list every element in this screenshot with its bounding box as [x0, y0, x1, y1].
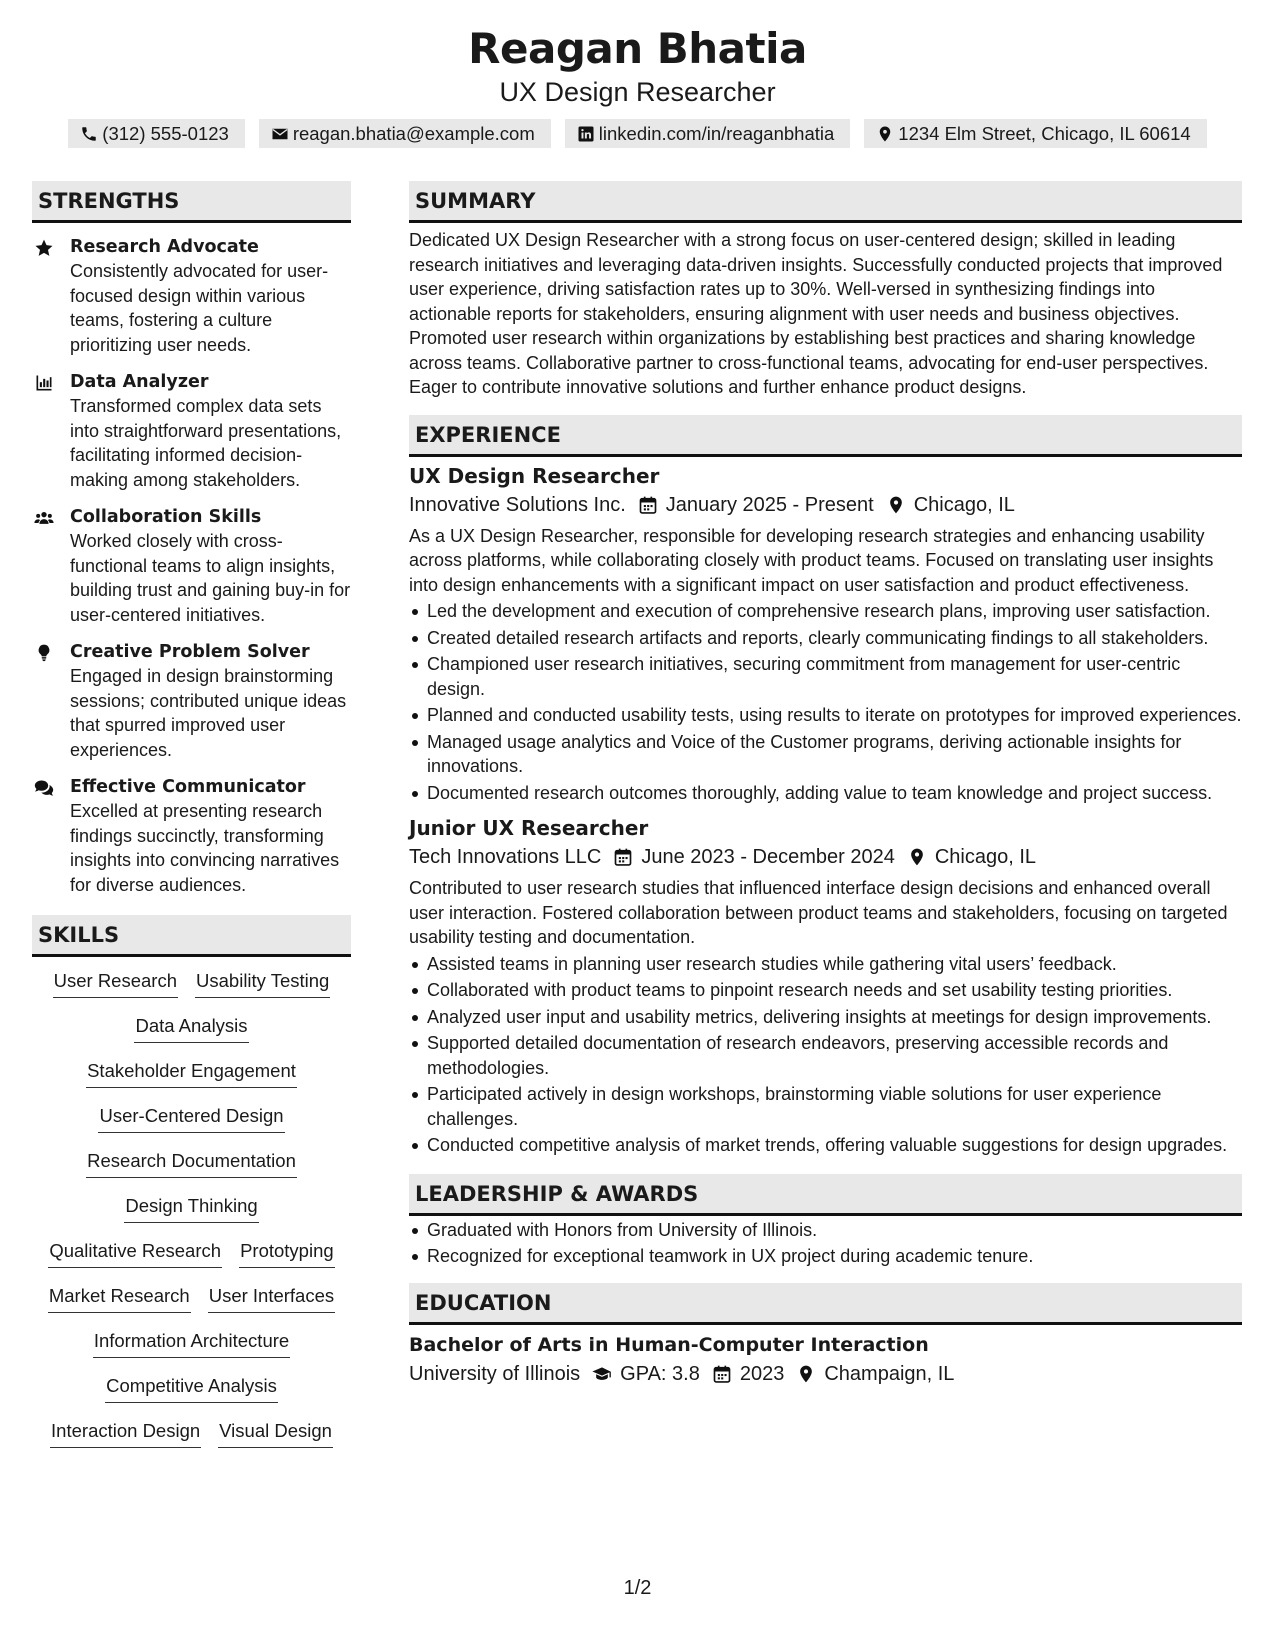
strength-description: Engaged in design brainstorming sessions; contributed unique ideas that spurred improved user experiences. — [70, 666, 347, 760]
bullet-item: Assisted teams in planning user research studies while gathering vital users’ feedback. — [409, 952, 1242, 977]
skills-row — [32, 1149, 351, 1194]
bullet-item: Recognized for exceptional teamwork in UX project during academic tenure. — [409, 1244, 1242, 1269]
left-column — [32, 181, 351, 1464]
skill-tag: Usability Testing — [195, 969, 330, 998]
bullet-item: Graduated with Honors from University of Illinois. — [409, 1218, 1242, 1243]
skills-heading: SKILLS — [32, 915, 351, 957]
contact-address-text: 1234 Elm Street, Chicago, IL 60614 — [898, 123, 1191, 144]
skill-tag: Prototyping — [239, 1239, 335, 1268]
contact-email-text: reagan.bhatia@example.com — [292, 123, 535, 144]
job-company: Tech Innovations LLC — [409, 846, 602, 868]
strength-description: Transformed complex data sets into straightforward presentations, facilitating informed decision-making among stakeholders. — [70, 396, 342, 490]
users-icon — [34, 508, 54, 528]
map-pin-icon — [796, 1364, 816, 1384]
linkedin-icon — [577, 125, 595, 143]
graduation-year: 2023 — [739, 1362, 785, 1385]
candidate-name: Reagan Bhatia — [468, 24, 807, 73]
strength-title: Creative Problem Solver — [70, 642, 310, 662]
job-description: As a UX Design Researcher, responsible for developing research strategies and enhancing usability across platforms, while collaborating closely with product teams. Focused on translating user insights into design enhancements with a significant impact on user satisfaction and product effectiveness. — [409, 525, 1214, 595]
bullet-item: Planned and conducted usability tests, using results to iterate on prototypes for improved experiences. — [409, 703, 1242, 728]
skill-tag: Data Analysis — [134, 1014, 248, 1043]
bullet-item: Collaborated with product teams to pinpoint research needs and set usability testing priorities. — [409, 978, 1242, 1003]
bullet-item: Managed usage analytics and Voice of the Customer programs, deriving actionable insights for innovations. — [409, 730, 1242, 779]
strength-title: Research Advocate — [70, 237, 259, 257]
map-pin-icon — [876, 125, 894, 143]
skills-row — [32, 1239, 351, 1284]
job-entry — [409, 463, 1242, 806]
leadership-list — [409, 1218, 1242, 1269]
job-meta — [409, 842, 1242, 872]
page-number: 1/2 — [623, 1577, 652, 1599]
strengths-list — [32, 235, 351, 897]
bullet-item: Created detailed research artifacts and reports, clearly communicating findings to all stakeholders. — [409, 626, 1242, 651]
strength-description: Consistently advocated for user-focused design within various teams, fostering a culture prioritizing user needs. — [70, 261, 329, 355]
resume-header — [0, 0, 1275, 148]
skill-tag: Interaction Design — [50, 1419, 201, 1448]
chart-bar-icon — [34, 373, 54, 393]
strength-item — [32, 640, 351, 762]
job-dates: January 2025 - Present — [665, 493, 874, 516]
contact-address[interactable] — [864, 119, 1206, 148]
skill-tag: Information Architecture — [93, 1329, 290, 1358]
skill-tag: User Research — [53, 969, 178, 998]
job-title: Junior UX Researcher — [409, 816, 649, 840]
strength-description: Worked closely with cross-functional teams to align insights, building trust and gaining buy-in for user-centered initiatives. — [70, 531, 351, 625]
bullet-item: Documented research outcomes thoroughly, adding value to team knowledge and project success. — [409, 781, 1242, 806]
contact-phone[interactable] — [68, 119, 245, 148]
skill-tag: User-Centered Design — [98, 1104, 284, 1133]
skills-row — [32, 1329, 351, 1374]
graduation-cap-icon — [592, 1364, 612, 1384]
phone-icon — [80, 125, 98, 143]
skills-row — [32, 1104, 351, 1149]
strength-title: Effective Communicator — [70, 777, 306, 797]
contact-phone-text: (312) 555-0123 — [102, 123, 229, 144]
skills-row — [32, 1419, 351, 1464]
bullet-item: Conducted competitive analysis of market trends, offering valuable suggestions for design upgrades. — [409, 1133, 1242, 1158]
comments-icon — [34, 778, 54, 798]
strength-item — [32, 235, 351, 357]
experience-heading: EXPERIENCE — [409, 415, 1242, 457]
summary-heading: SUMMARY — [409, 181, 1242, 223]
job-bullets — [409, 952, 1242, 1158]
job-meta — [409, 490, 1242, 520]
contact-email[interactable] — [259, 119, 551, 148]
strength-item — [32, 370, 351, 492]
strength-description: Excelled at presenting research findings succinctly, transforming insights into convincing narratives for diverse audiences. — [70, 801, 340, 895]
calendar-icon — [638, 495, 658, 515]
job-dates: June 2023 - December 2024 — [641, 846, 895, 868]
calendar-icon — [613, 847, 633, 867]
strength-item — [32, 505, 351, 627]
skill-tag: Market Research — [48, 1284, 191, 1313]
bullet-item: Led the development and execution of comprehensive research plans, improving user satisfaction. — [409, 599, 1242, 624]
envelope-icon — [271, 125, 289, 143]
skill-tag: Design Thinking — [124, 1194, 258, 1223]
contact-linkedin-text: linkedin.com/in/reaganbhatia — [598, 123, 835, 144]
map-pin-icon — [907, 847, 927, 867]
skills-row — [32, 1059, 351, 1104]
skills-row — [32, 1284, 351, 1329]
skills-list — [32, 969, 351, 1464]
skill-tag: Visual Design — [218, 1419, 333, 1448]
skill-tag: Competitive Analysis — [105, 1374, 278, 1403]
bullet-item: Participated actively in design workshops, brainstorming viable solutions for user experience challenges. — [409, 1082, 1242, 1131]
leadership-heading: LEADERSHIP & AWARDS — [409, 1174, 1242, 1216]
candidate-role: UX Design Researcher — [499, 77, 776, 107]
job-bullets — [409, 599, 1242, 805]
right-column — [409, 181, 1242, 1389]
education-heading: EDUCATION — [409, 1283, 1242, 1325]
skills-row — [32, 1014, 351, 1059]
bullet-item: Supported detailed documentation of research endeavors, preserving accessible records and methodologies. — [409, 1031, 1242, 1080]
job-entry — [409, 815, 1242, 1158]
job-company: Innovative Solutions Inc. — [409, 493, 626, 516]
job-location: Chicago, IL — [913, 493, 1015, 516]
bullet-item: Championed user research initiatives, securing commitment from management for user-centric design. — [409, 652, 1242, 701]
lightbulb-icon — [34, 643, 54, 663]
skill-tag: Stakeholder Engagement — [86, 1059, 297, 1088]
education-meta — [409, 1359, 1242, 1389]
gpa: GPA: 3.8 — [620, 1362, 700, 1385]
job-location: Chicago, IL — [934, 846, 1037, 868]
skills-row — [32, 1194, 351, 1239]
strength-title: Collaboration Skills — [70, 507, 262, 527]
contact-linkedin[interactable] — [565, 119, 851, 148]
skills-row — [32, 1374, 351, 1419]
skill-tag: User Interfaces — [208, 1284, 335, 1313]
strength-item — [32, 775, 351, 897]
degree-title: Bachelor of Arts in Human-Computer Interaction — [409, 1333, 929, 1356]
school-location: Champaign, IL — [824, 1362, 955, 1385]
calendar-icon — [712, 1364, 732, 1384]
map-pin-icon — [886, 495, 906, 515]
school-name: University of Illinois — [409, 1362, 581, 1385]
strengths-heading: STRENGTHS — [32, 181, 351, 223]
skill-tag: Research Documentation — [86, 1149, 297, 1178]
skills-row — [32, 969, 351, 1014]
job-description: Contributed to user research studies that influenced interface design decisions and enhanced overall user interaction. Fostered collaboration between product teams and stakeholders, focusing on targeted usability testing and documentation. — [409, 878, 1228, 947]
job-title: UX Design Researcher — [409, 463, 660, 488]
contact-bar — [0, 119, 1275, 148]
skill-tag: Qualitative Research — [48, 1239, 222, 1268]
summary-text: Dedicated UX Design Researcher with a strong focus on user-centered design; skilled in leading research initiatives and leveraging data-driven insights. Successfully conducted projects that improved user experience, driving satisfaction rates up to 30%. Well-versed in synthesizing findings into actionable reports for stakeholders, ensuring alignment with user needs and business objectives. Promoted user research within organizations by establishing best practices and sharing knowledge across teams. Collaborative partner to cross-functional teams, advocating for end-user perspectives. Eager to contribute innovative solutions and further enhance product designs. — [409, 230, 1223, 397]
strength-title: Data Analyzer — [70, 372, 209, 392]
star-icon — [34, 238, 54, 258]
bullet-item: Analyzed user input and usability metrics, delivering insights at meetings for design improvements. — [409, 1005, 1242, 1030]
